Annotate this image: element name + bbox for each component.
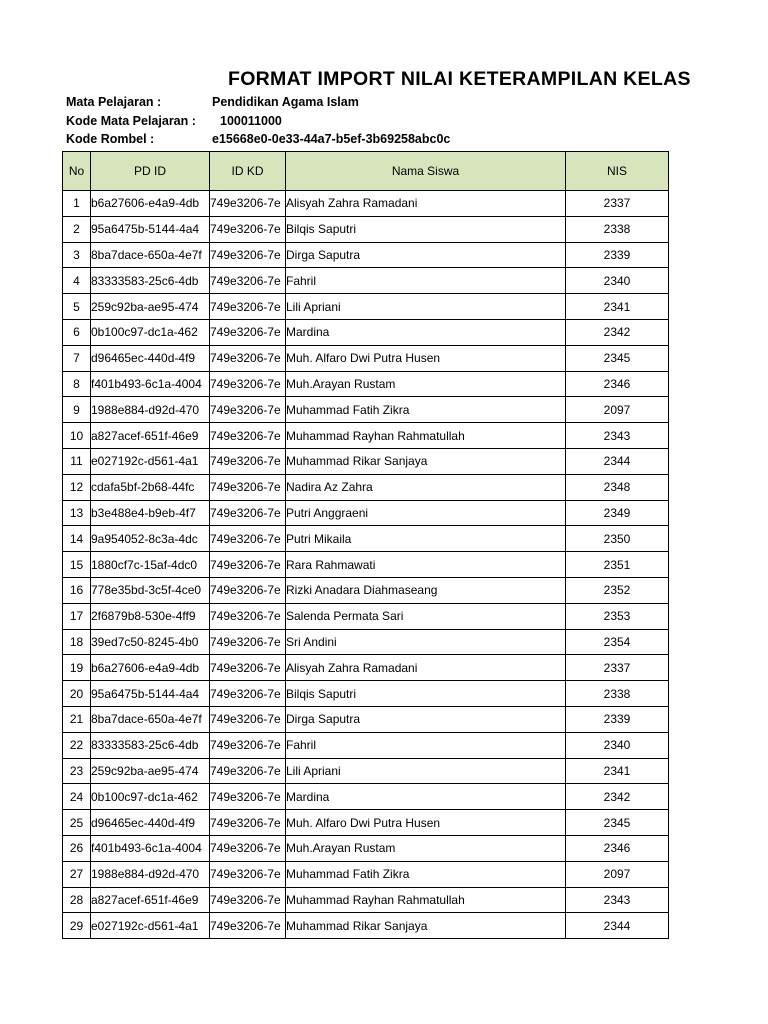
cell-nis: 2097 — [566, 861, 669, 887]
table-row — [63, 552, 669, 578]
cell-nama-siswa: Dirga Saputra — [286, 706, 566, 732]
table-row — [63, 397, 669, 423]
cell-no: 26 — [63, 835, 91, 861]
table-row — [63, 242, 669, 268]
cell-no: 21 — [63, 706, 91, 732]
cell-nis: 2344 — [566, 913, 669, 939]
cell-pd-id: 95a6475b-5144-4a4 — [91, 216, 210, 242]
table-header-row — [63, 152, 669, 191]
table-row — [63, 861, 669, 887]
cell-id-kd: 749e3206-7e — [210, 706, 286, 732]
cell-id-kd: 749e3206-7e — [210, 577, 286, 603]
cell-nis: 2338 — [566, 681, 669, 707]
cell-no: 10 — [63, 423, 91, 449]
cell-nis: 2343 — [566, 423, 669, 449]
cell-no: 4 — [63, 268, 91, 294]
cell-nama-siswa: Muhammad Fatih Zikra — [286, 397, 566, 423]
cell-id-kd: 749e3206-7e — [210, 216, 286, 242]
cell-nis: 2346 — [566, 835, 669, 861]
cell-id-kd: 749e3206-7e — [210, 732, 286, 758]
table-row — [63, 784, 669, 810]
cell-no: 7 — [63, 345, 91, 371]
cell-no: 6 — [63, 319, 91, 345]
cell-pd-id: 0b100c97-dc1a-462 — [91, 784, 210, 810]
cell-pd-id: 259c92ba-ae95-474 — [91, 758, 210, 784]
cell-nama-siswa: Muhammad Rayhan Rahmatullah — [286, 423, 566, 449]
cell-pd-id: e027192c-d561-4a1 — [91, 448, 210, 474]
table-row — [63, 732, 669, 758]
table-row — [63, 835, 669, 861]
cell-nis: 2351 — [566, 552, 669, 578]
cell-no: 19 — [63, 655, 91, 681]
cell-no: 14 — [63, 526, 91, 552]
cell-pd-id: 8ba7dace-650a-4e7f — [91, 242, 210, 268]
cell-no: 22 — [63, 732, 91, 758]
cell-pd-id: 95a6475b-5144-4a4 — [91, 681, 210, 707]
cell-id-kd: 749e3206-7e — [210, 423, 286, 449]
cell-nama-siswa: Putri Mikaila — [286, 526, 566, 552]
cell-id-kd: 749e3206-7e — [210, 371, 286, 397]
cell-pd-id: b6a27606-e4a9-4db — [91, 191, 210, 217]
cell-nama-siswa: Bilqis Saputri — [286, 216, 566, 242]
cell-nama-siswa: Muhammad Rikar Sanjaya — [286, 913, 566, 939]
cell-nama-siswa: Fahril — [286, 732, 566, 758]
cell-nama-siswa: Bilqis Saputri — [286, 681, 566, 707]
table-row — [63, 655, 669, 681]
kode-mapel-value: 100011000 — [220, 114, 282, 128]
cell-nis: 2353 — [566, 603, 669, 629]
cell-nis: 2337 — [566, 655, 669, 681]
cell-id-kd: 749e3206-7e — [210, 500, 286, 526]
cell-nama-siswa: Salenda Permata Sari — [286, 603, 566, 629]
students-table — [62, 151, 669, 939]
table-row — [63, 319, 669, 345]
table-row — [63, 448, 669, 474]
cell-pd-id: f401b493-6c1a-4004 — [91, 835, 210, 861]
kode-mapel-label: Kode Mata Pelajaran : — [66, 114, 196, 128]
table-row — [63, 526, 669, 552]
cell-pd-id: 2f6879b8-530e-4ff9 — [91, 603, 210, 629]
cell-nama-siswa: Mardina — [286, 319, 566, 345]
cell-nis: 2097 — [566, 397, 669, 423]
cell-pd-id: 83333583-25c6-4db — [91, 732, 210, 758]
cell-pd-id: a827acef-651f-46e9 — [91, 423, 210, 449]
cell-id-kd: 749e3206-7e — [210, 758, 286, 784]
cell-no: 15 — [63, 552, 91, 578]
table-row — [63, 810, 669, 836]
cell-no: 9 — [63, 397, 91, 423]
cell-nis: 2343 — [566, 887, 669, 913]
cell-nis: 2346 — [566, 371, 669, 397]
table-row — [63, 603, 669, 629]
cell-id-kd: 749e3206-7e — [210, 887, 286, 913]
cell-pd-id: 259c92ba-ae95-474 — [91, 294, 210, 320]
cell-no: 17 — [63, 603, 91, 629]
table-row — [63, 268, 669, 294]
cell-id-kd: 749e3206-7e — [210, 268, 286, 294]
table-row — [63, 294, 669, 320]
kode-rombel-label: Kode Rombel : — [66, 132, 155, 146]
cell-nis: 2341 — [566, 294, 669, 320]
cell-pd-id: 83333583-25c6-4db — [91, 268, 210, 294]
cell-nama-siswa: Rara Rahmawati — [286, 552, 566, 578]
cell-nis: 2340 — [566, 732, 669, 758]
table-row — [63, 758, 669, 784]
cell-nama-siswa: Lili Apriani — [286, 294, 566, 320]
cell-no: 1 — [63, 191, 91, 217]
table-row — [63, 629, 669, 655]
table-row — [63, 681, 669, 707]
cell-nama-siswa: Muhammad Rikar Sanjaya — [286, 448, 566, 474]
cell-pd-id: d96465ec-440d-4f9 — [91, 810, 210, 836]
cell-id-kd: 749e3206-7e — [210, 397, 286, 423]
cell-no: 23 — [63, 758, 91, 784]
cell-no: 2 — [63, 216, 91, 242]
cell-pd-id: e027192c-d561-4a1 — [91, 913, 210, 939]
header-pd-id: PD ID — [91, 152, 210, 191]
table-row — [63, 423, 669, 449]
cell-no: 24 — [63, 784, 91, 810]
cell-id-kd: 749e3206-7e — [210, 345, 286, 371]
cell-nis: 2340 — [566, 268, 669, 294]
table-row — [63, 371, 669, 397]
cell-no: 13 — [63, 500, 91, 526]
table-row — [63, 706, 669, 732]
cell-nis: 2344 — [566, 448, 669, 474]
cell-nama-siswa: Lili Apriani — [286, 758, 566, 784]
cell-nama-siswa: Muhammad Rayhan Rahmatullah — [286, 887, 566, 913]
mapel-value: Pendidikan Agama Islam — [212, 95, 359, 109]
cell-no: 16 — [63, 577, 91, 603]
cell-pd-id: 9a954052-8c3a-4dc — [91, 526, 210, 552]
table-row — [63, 500, 669, 526]
cell-id-kd: 749e3206-7e — [210, 655, 286, 681]
cell-nis: 2350 — [566, 526, 669, 552]
cell-nis: 2339 — [566, 242, 669, 268]
cell-nis: 2349 — [566, 500, 669, 526]
cell-nama-siswa: Dirga Saputra — [286, 242, 566, 268]
cell-id-kd: 749e3206-7e — [210, 294, 286, 320]
cell-nama-siswa: Muh. Alfaro Dwi Putra Husen — [286, 345, 566, 371]
cell-no: 29 — [63, 913, 91, 939]
cell-nis: 2338 — [566, 216, 669, 242]
cell-id-kd: 749e3206-7e — [210, 319, 286, 345]
table-row — [63, 345, 669, 371]
cell-nama-siswa: Rizki Anadara Diahmaseang — [286, 577, 566, 603]
cell-pd-id: 1988e884-d92d-470 — [91, 861, 210, 887]
cell-id-kd: 749e3206-7e — [210, 784, 286, 810]
cell-no: 20 — [63, 681, 91, 707]
table-row — [63, 474, 669, 500]
cell-no: 18 — [63, 629, 91, 655]
cell-no: 12 — [63, 474, 91, 500]
cell-id-kd: 749e3206-7e — [210, 552, 286, 578]
cell-pd-id: d96465ec-440d-4f9 — [91, 345, 210, 371]
mapel-label: Mata Pelajaran : — [66, 95, 162, 109]
cell-nis: 2348 — [566, 474, 669, 500]
cell-id-kd: 749e3206-7e — [210, 810, 286, 836]
cell-nama-siswa: Muh. Alfaro Dwi Putra Husen — [286, 810, 566, 836]
cell-nis: 2345 — [566, 810, 669, 836]
cell-nis: 2345 — [566, 345, 669, 371]
header-id-kd: ID KD — [210, 152, 286, 191]
cell-nama-siswa: Muhammad Fatih Zikra — [286, 861, 566, 887]
cell-id-kd: 749e3206-7e — [210, 242, 286, 268]
header-nis: NIS — [566, 152, 669, 191]
cell-nama-siswa: Muh.Arayan Rustam — [286, 835, 566, 861]
table-row — [63, 216, 669, 242]
header-nama-siswa: Nama Siswa — [286, 152, 566, 191]
cell-id-kd: 749e3206-7e — [210, 835, 286, 861]
cell-no: 28 — [63, 887, 91, 913]
cell-nama-siswa: Mardina — [286, 784, 566, 810]
cell-pd-id: 1988e884-d92d-470 — [91, 397, 210, 423]
cell-nis: 2342 — [566, 319, 669, 345]
page-title: FORMAT IMPORT NILAI KETERAMPILAN KELAS — [228, 68, 691, 90]
cell-nis: 2354 — [566, 629, 669, 655]
cell-pd-id: b6a27606-e4a9-4db — [91, 655, 210, 681]
cell-id-kd: 749e3206-7e — [210, 603, 286, 629]
cell-pd-id: 0b100c97-dc1a-462 — [91, 319, 210, 345]
cell-id-kd: 749e3206-7e — [210, 191, 286, 217]
cell-id-kd: 749e3206-7e — [210, 629, 286, 655]
table-row — [63, 191, 669, 217]
cell-pd-id: cdafa5bf-2b68-44fc — [91, 474, 210, 500]
cell-pd-id: b3e488e4-b9eb-4f7 — [91, 500, 210, 526]
cell-id-kd: 749e3206-7e — [210, 474, 286, 500]
header-no: No — [63, 152, 91, 191]
cell-nama-siswa: Alisyah Zahra Ramadani — [286, 655, 566, 681]
cell-id-kd: 749e3206-7e — [210, 681, 286, 707]
cell-nis: 2341 — [566, 758, 669, 784]
cell-pd-id: f401b493-6c1a-4004 — [91, 371, 210, 397]
cell-nama-siswa: Putri Anggraeni — [286, 500, 566, 526]
cell-no: 3 — [63, 242, 91, 268]
cell-nis: 2352 — [566, 577, 669, 603]
table-row — [63, 577, 669, 603]
cell-nama-siswa: Alisyah Zahra Ramadani — [286, 191, 566, 217]
cell-id-kd: 749e3206-7e — [210, 861, 286, 887]
cell-nama-siswa: Fahril — [286, 268, 566, 294]
cell-id-kd: 749e3206-7e — [210, 448, 286, 474]
cell-no: 25 — [63, 810, 91, 836]
cell-pd-id: 8ba7dace-650a-4e7f — [91, 706, 210, 732]
cell-nis: 2342 — [566, 784, 669, 810]
cell-no: 27 — [63, 861, 91, 887]
table-row — [63, 887, 669, 913]
cell-nis: 2339 — [566, 706, 669, 732]
cell-no: 5 — [63, 294, 91, 320]
cell-nama-siswa: Sri Andini — [286, 629, 566, 655]
cell-pd-id: 1880cf7c-15af-4dc0 — [91, 552, 210, 578]
cell-nama-siswa: Nadira Az Zahra — [286, 474, 566, 500]
cell-id-kd: 749e3206-7e — [210, 526, 286, 552]
cell-nis: 2337 — [566, 191, 669, 217]
table-row — [63, 913, 669, 939]
cell-nama-siswa: Muh.Arayan Rustam — [286, 371, 566, 397]
kode-rombel-value: e15668e0-0e33-44a7-b5ef-3b69258abc0c — [212, 132, 451, 146]
cell-pd-id: 39ed7c50-8245-4b0 — [91, 629, 210, 655]
cell-id-kd: 749e3206-7e — [210, 913, 286, 939]
cell-no: 8 — [63, 371, 91, 397]
cell-pd-id: a827acef-651f-46e9 — [91, 887, 210, 913]
cell-pd-id: 778e35bd-3c5f-4ce0 — [91, 577, 210, 603]
cell-no: 11 — [63, 448, 91, 474]
